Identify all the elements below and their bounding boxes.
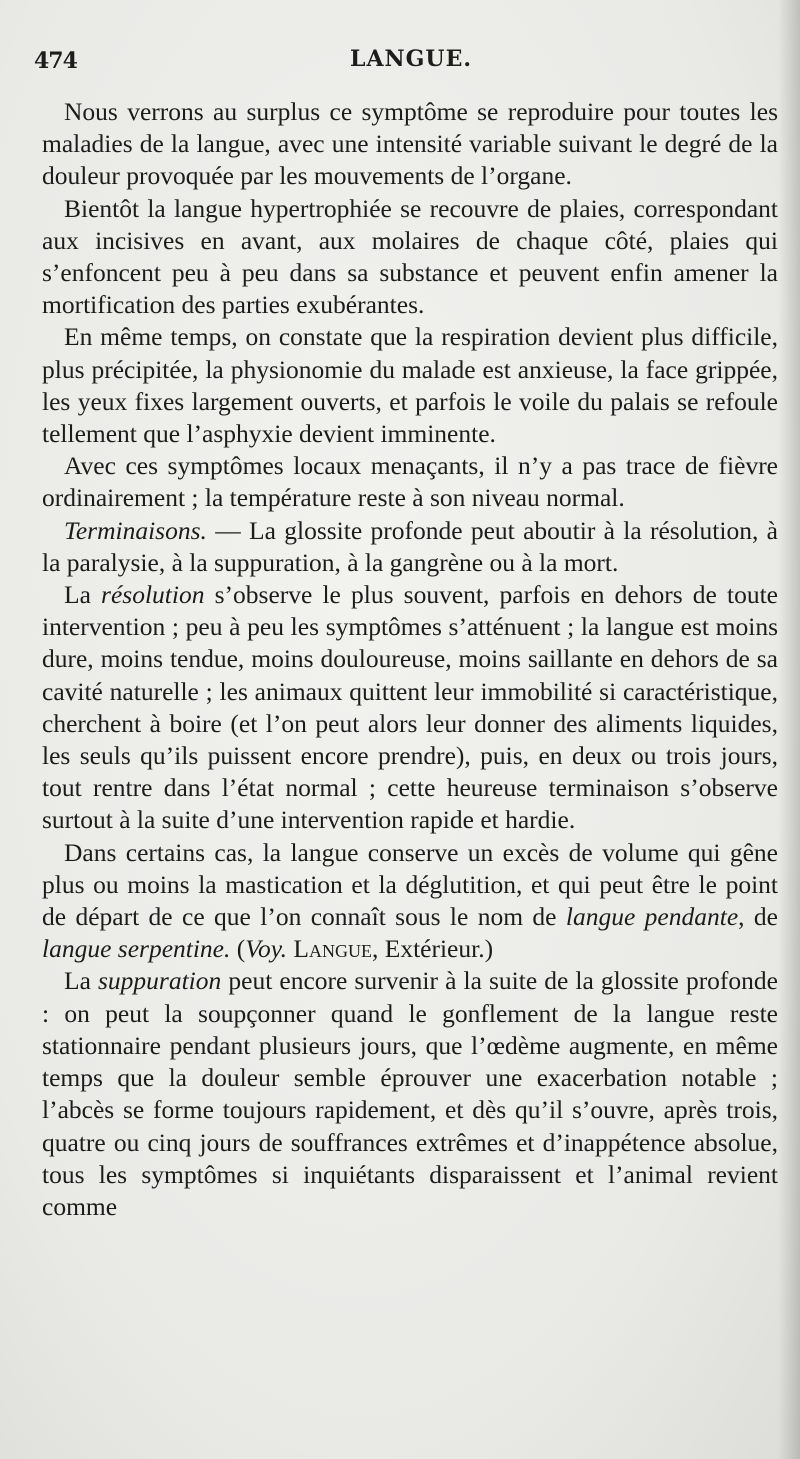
- text-body: [42, 96, 778, 1223]
- langue-serpentine-term: langue serpentine.: [42, 934, 231, 964]
- voy-reference: Voy.: [245, 934, 288, 964]
- paragraph-excess-volume: Dans certains cas, la langue conserve un excès de volume qui gêne plus ou moins la mastication et la déglutition, et qui peut être le point de départ de ce que l’on connaît sous le nom de langue pendante, de langue serpentine. (Voy. Langue, Extérieur.): [42, 837, 778, 964]
- paragraph-respiration: En même temps, on constate que la respiration devient plus difficile, plus précipitée, la physionomie du malade est anxieuse, la face grippée, les yeux fixes largement ouverts, et parfois le voile du palais se refoule tellement que l’asphyxie devient imminente.: [42, 322, 778, 449]
- langue-pendante-term: langue pendante: [565, 902, 739, 932]
- terminaisons-heading: Terminaisons.: [64, 515, 207, 545]
- resolution-term: résolution: [101, 580, 205, 610]
- paragraph-resolution: La résolution s’observe le plus souvent, parfois en dehors de toute intervention ; peu à peu les symptômes s’atténuent ; la langue est moins dure, moins tendue, moins douloureuse, moins saillante en dehors de sa cavité naturelle ; les animaux quittent leur immobilité si caractéristique, cherchent à boire (et l’on peut alors leur donner des aliments liquides, les seuls qu’ils puissent encore prendre), puis, en deux ou trois jours, tout rentre dans l’état normal ; cette heureuse terminaison s’observe surtout à la suite d’une intervention rapide et hardie.: [42, 580, 778, 835]
- page-edge-shadow: [778, 0, 800, 1459]
- page-header: [28, 42, 780, 82]
- paragraph-fever: Avec ces symptômes locaux menaçants, il n’y a pas trace de fièvre ordinairement ; la température reste à son niveau normal.: [42, 451, 778, 513]
- page-number: 474: [34, 48, 77, 74]
- paragraph-suppuration: La suppuration peut encore survenir à la suite de la glossite profonde : on peut la soupçonner quand le gonflement de la langue reste stationnaire pendant plusieurs jours, que l’œdème augmente, en même temps que la douleur semble éprouver une exacerbation notable ; l’abcès se forme toujours rapidement, et dès qu’il s’ouvre, après trois, quatre ou cinq jours de souffrances extrêmes et d’inappétence absolue, tous les symptômes si inquiétants disparaissent et l’animal revient comme: [42, 966, 778, 1221]
- paragraph-symptom-recurrence: Nous verrons au surplus ce symptôme se reproduire pour toutes les maladies de la langue, avec une intensité variable suivant le degré de la douleur provoquée par les mouvements de l’organe.: [42, 97, 778, 191]
- langue-cross-reference: Langue: [293, 934, 372, 964]
- paragraph-terminaisons: Terminaisons. — La glossite profonde peut aboutir à la résolution, à la paralysie, à la suppuration, à la gangrène ou à la mort.: [42, 515, 778, 577]
- running-head: LANGUE.: [350, 46, 473, 72]
- paragraph-wounds: Bientôt la langue hypertrophiée se recouvre de plaies, correspondant aux incisives en avant, aux molaires de chaque côté, plaies qui s’enfoncent peu à peu dans sa substance et peuvent enfin amener la mortification des parties exubérantes.: [42, 193, 778, 320]
- suppuration-term: suppuration: [98, 966, 222, 996]
